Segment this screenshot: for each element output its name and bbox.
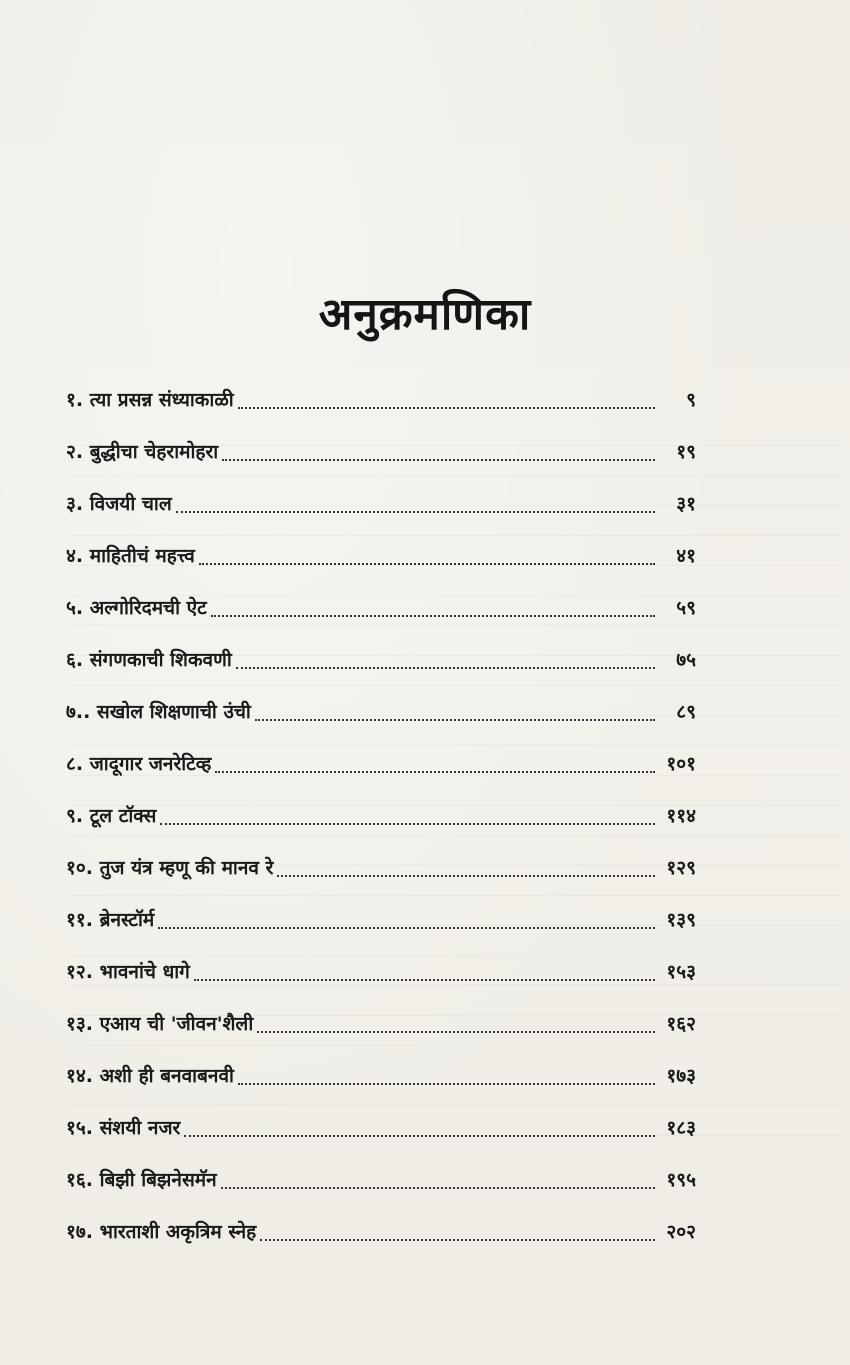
toc-entry-label: १३. एआय ची 'जीवन'शैली xyxy=(66,1013,254,1035)
toc-entry xyxy=(66,1062,696,1090)
dot-leader xyxy=(176,511,655,513)
toc-entry-page: ७५ xyxy=(676,649,696,671)
toc-entry xyxy=(66,802,696,830)
toc-entry xyxy=(66,1166,696,1194)
dot-leader xyxy=(158,927,655,929)
toc-entry-label: ११. ब्रेनस्टॉर्म xyxy=(66,909,155,931)
toc-entry-page: २०२ xyxy=(666,1221,696,1243)
toc-entry xyxy=(66,490,696,518)
show-through-line xyxy=(70,955,840,956)
toc-entry-label: ५. अल्गोरिदमची ऐट xyxy=(66,597,207,619)
toc-entry-label: १५. संशयी नजर xyxy=(66,1117,181,1139)
toc-entry-page: १९ xyxy=(676,441,696,463)
toc-entry-label: ८. जादूगार जनरेटिव्ह xyxy=(66,753,212,775)
toc-entry xyxy=(66,594,696,622)
dot-leader xyxy=(211,615,655,617)
toc-entry xyxy=(66,698,696,726)
toc-entry-page: १२९ xyxy=(666,857,696,879)
toc-entry-page: ३१ xyxy=(676,493,696,515)
toc-entry-page: १९५ xyxy=(666,1169,696,1191)
toc-entry-page: १०१ xyxy=(666,753,696,775)
toc-entry-label: १०. तुज यंत्र म्हणू की मानव रे xyxy=(66,857,274,879)
dot-leader xyxy=(184,1135,655,1137)
toc-entry xyxy=(66,646,696,674)
toc-entry-page: १५३ xyxy=(666,961,696,983)
toc-entry-label: ९. टूल टॉक्स xyxy=(66,805,157,827)
show-through-line xyxy=(70,745,840,746)
show-through-line xyxy=(70,895,840,896)
dot-leader xyxy=(215,771,655,773)
show-through-line xyxy=(70,625,840,626)
show-through-line xyxy=(70,535,840,536)
show-through-line xyxy=(70,1045,840,1046)
toc-entry-page: ५९ xyxy=(676,597,696,619)
page-title: अनुक्रमणिका xyxy=(318,289,532,340)
toc-entry-label: १२. भावनांचे धागे xyxy=(66,961,190,983)
toc-entry xyxy=(66,750,696,778)
toc-entry-page: १७३ xyxy=(666,1065,696,1087)
toc-entry-label: १७. भारताशी अकृत्रिम स्नेह xyxy=(66,1221,257,1243)
dot-leader xyxy=(277,875,655,877)
toc-entry-page: १६२ xyxy=(666,1013,696,1035)
dot-leader xyxy=(236,667,655,669)
toc-entry xyxy=(66,1218,696,1246)
toc-entry xyxy=(66,1010,696,1038)
toc-entry-page: १३९ xyxy=(666,909,696,931)
toc-entry-page: ११४ xyxy=(666,805,696,827)
toc-entry-label: ७.. सखोल शिक्षणाची उंची xyxy=(66,701,251,723)
dot-leader xyxy=(221,1187,655,1189)
toc-entry-label: २. बुद्धीचा चेहरामोहरा xyxy=(66,441,219,463)
toc-entry xyxy=(66,958,696,986)
show-through-line xyxy=(70,835,840,836)
toc-entry-label: १४. अशी ही बनवाबनवी xyxy=(66,1065,234,1087)
toc-entry xyxy=(66,542,696,570)
toc-entry xyxy=(66,438,696,466)
dot-leader xyxy=(238,1083,655,1085)
dot-leader xyxy=(199,563,655,565)
show-through-line xyxy=(70,685,840,686)
dot-leader xyxy=(257,1031,655,1033)
toc-entry-page: १८३ xyxy=(666,1117,696,1139)
dot-leader xyxy=(255,719,655,721)
toc-entry-page: ९ xyxy=(686,389,696,411)
toc-entry-label: ३. विजयी चाल xyxy=(66,493,172,515)
toc-entry-label: ४. माहितीचं महत्त्व xyxy=(66,545,195,567)
toc-entry-page: ८९ xyxy=(676,701,696,723)
show-through-line xyxy=(70,475,840,476)
toc-entry-label: १६. बिझी बिझनेसमॅन xyxy=(66,1169,217,1191)
dot-leader xyxy=(222,459,655,461)
toc-entry-label: ६. संगणकाची शिकवणी xyxy=(66,649,232,671)
dot-leader xyxy=(238,407,655,409)
toc-entry xyxy=(66,1114,696,1142)
toc-entry xyxy=(66,854,696,882)
toc-entry-label: १. त्या प्रसन्न संध्याकाळी xyxy=(66,389,234,411)
toc-entry xyxy=(66,906,696,934)
toc-entry xyxy=(66,386,696,414)
dot-leader xyxy=(194,979,655,981)
dot-leader xyxy=(260,1239,655,1241)
show-through-line xyxy=(70,1105,840,1106)
toc-entry-page: ४१ xyxy=(676,545,696,567)
dot-leader xyxy=(160,823,655,825)
